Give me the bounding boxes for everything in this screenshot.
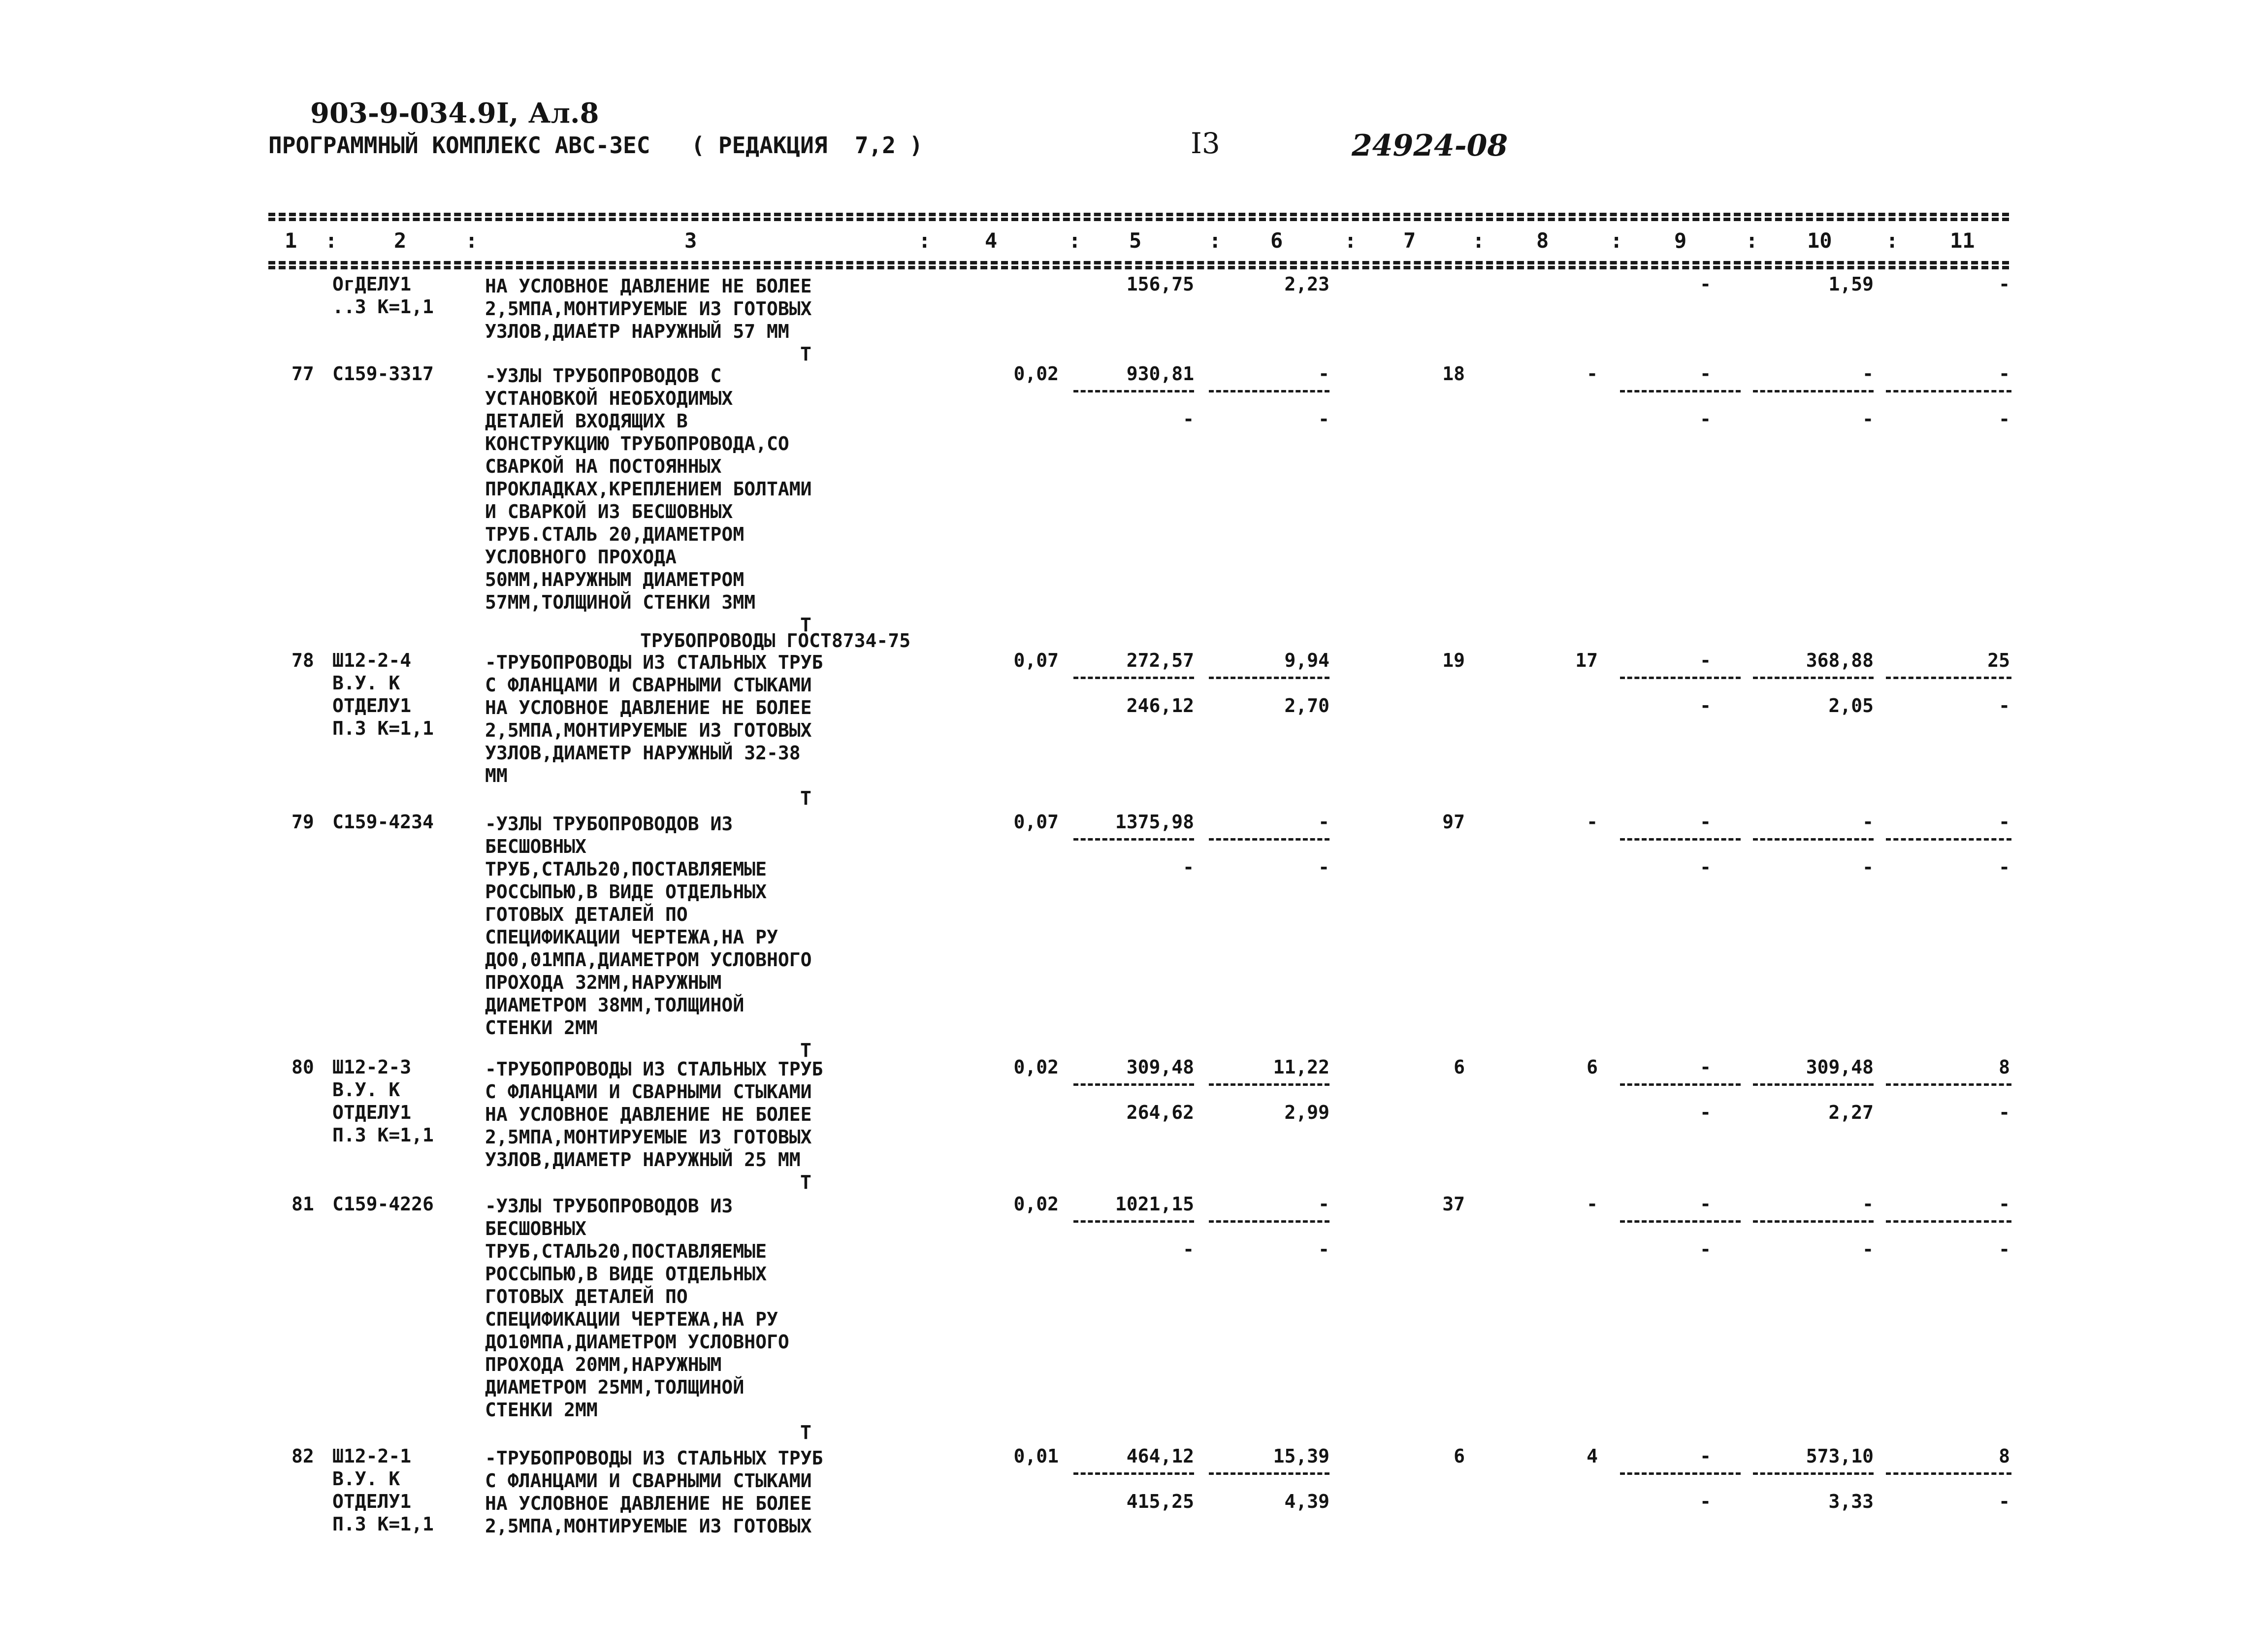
row-value-c8: - [1587,811,1598,833]
handwritten-inventory-number: 24924-08 [1352,129,1508,163]
row-value-c6: - [1318,1193,1329,1215]
row-value-c9: - [1700,1193,1711,1215]
row-description-line: ДЕТАЛЕЙ ВХОДЯЩИХ В [485,410,688,432]
row-value-c9: - [1700,1445,1711,1467]
column-separator: : [1344,228,1357,253]
row-value-c11-second: - [1999,1238,2010,1260]
row-value-c7: 19 [1442,650,1465,671]
value-divider-line [1753,390,1874,392]
row-description-line: 2,5МПА,МОНТИРУЕМЫЕ ИЗ ГОТОВЫХ [485,1515,812,1537]
row-description-line: НА УСЛОВНОЕ ДАВЛЕНИЕ НЕ БОЛЕЕ [485,1493,812,1514]
program-title: ПРОГРАММНЫЙ КОМПЛЕКС АВС-ЗЕС ( РЕДАКЦИЯ 7,2 ) [268,132,923,159]
row-value-c8: 6 [1587,1056,1598,1078]
row-number: 78 [292,650,314,671]
row-value-c6-second: - [1318,856,1329,878]
row-description-line: 2,5МПА,МОНТИРУЕМЫЕ ИЗ ГОТОВЫХ [485,719,812,741]
header-top-rule [268,213,2009,216]
row-value-c4: 0,02 [1013,363,1059,385]
row-value-c7: 18 [1442,363,1465,385]
row-value-c6-second: - [1318,1238,1329,1260]
column-separator: : [1472,228,1485,253]
row-description-line: ДИАМЕТРОМ 25ММ,ТОЛЩИНОЙ [485,1376,745,1398]
row-code-line: В.У. К [332,1079,400,1101]
row-value-c8: 17 [1575,650,1598,671]
row-description-line: УСТАНОВКОЙ НЕОБХОДИМЫХ [485,388,733,409]
value-divider-line [1620,390,1741,392]
row-value-c9: - [1700,811,1711,833]
row-code-line: ОТДЕЛУ1 [332,1491,412,1512]
column-header-10: 10 [1807,228,1832,253]
row-code-line: П.3 К=1,1 [332,1124,434,1146]
row-description-line: 57ММ,ТОЛЩИНОЙ СТЕНКИ 3ММ [485,591,756,613]
row-value-c9-second: - [1700,1238,1711,1260]
column-separator: : [465,228,478,253]
row-value-c10: - [1862,1193,1874,1215]
row-description-line: УСЛОВНОГО ПРОХОДА [485,546,677,568]
row-value-c10-second: 3,33 [1828,1491,1874,1512]
column-separator: : [1746,228,1758,253]
column-header-1: 1 [285,228,297,253]
header-top-rule-2 [268,218,2009,221]
column-header-4: 4 [985,228,998,253]
value-divider-line [1073,1083,1194,1086]
row-value-c5: 464,12 [1126,1445,1194,1467]
value-divider-line [1753,838,1874,841]
row-description-line: ПРОХОДА 32ММ,НАРУЖНЫМ [485,972,722,993]
row-number: 81 [292,1193,314,1215]
header-bottom-rule-2 [268,266,2009,269]
column-separator: : [1886,228,1899,253]
header-bottom-rule [268,261,2009,264]
value-divider-line [1886,677,2011,679]
row-value-c6: 11,22 [1273,1056,1329,1078]
row-value-c11-second: - [1999,1491,2010,1512]
value-divider-line [1073,838,1194,841]
row-value-c6: 15,39 [1273,1445,1329,1467]
continuation-col10-value: 1,59 [1828,273,1874,295]
row-value-c10-second: 2,27 [1828,1102,1874,1123]
value-divider-line [1886,1083,2011,1086]
row-description-line: -УЗЛЫ ТРУБОПРОВОДОВ ИЗ [485,813,733,835]
row-description-line: НА УСЛОВНОЕ ДАВЛЕНИЕ НЕ БОЛЕЕ [485,1104,812,1125]
row-value-c7: 6 [1454,1056,1465,1078]
row-value-c9: - [1700,650,1711,671]
row-description-line: ТРУБ,СТАЛЬ20,ПОСТАВЛЯЕМЫЕ [485,1240,767,1262]
row-value-c7: 37 [1442,1193,1465,1215]
value-divider-line [1753,677,1874,679]
row-value-c9: - [1700,363,1711,385]
row-description-line: ДО0,01МПА,ДИАМЕТРОМ УСЛОВНОГО [485,949,812,971]
unit-marker: Т [800,1422,811,1443]
row-description-line: КОНСТРУКЦИЮ ТРУБОПРОВОДА,СО [485,433,789,455]
row-value-c10: - [1862,363,1874,385]
row-value-c8: - [1587,363,1598,385]
row-value-c11-second: - [1999,1102,2010,1123]
row-value-c10: 309,48 [1806,1056,1874,1078]
value-divider-line [1753,1083,1874,1086]
row-value-c5-second: 264,62 [1126,1102,1194,1123]
row-description-line: СПЕЦИФИКАЦИИ ЧЕРТЕЖА,НА РУ [485,1308,778,1330]
value-divider-line [1209,1472,1329,1475]
row-value-c5: 930,81 [1126,363,1194,385]
row-description-line: ТРУБ.СТАЛЬ 20,ДИАМЕТРОМ [485,523,745,545]
row-description-line: ПРОКЛАДКАХ,КРЕПЛЕНИЕМ БОЛТАМИ [485,478,812,500]
row-description-line: -ТРУБОПРОВОДЫ ИЗ СТАЛЬНЫХ ТРУБ [485,1447,823,1469]
row-description-line: СТЕНКИ 2ММ [485,1399,598,1421]
value-divider-line [1886,1220,2011,1223]
row-number: 82 [292,1445,314,1467]
column-header-6: 6 [1270,228,1283,253]
column-separator: : [325,228,338,253]
row-value-c5-second: - [1183,856,1194,878]
row-description-line: ММ [485,765,508,786]
row-value-c5-second: - [1183,1238,1194,1260]
row-description-line: И СВАРКОЙ ИЗ БЕСШОВНЫХ [485,501,733,522]
row-description-line: РОССЫПЬЮ,В ВИДЕ ОТДЕЛЬНЫХ [485,1263,767,1285]
row-description-line: СТЕНКИ 2ММ [485,1017,598,1039]
row-description-line: ПРОХОДА 20ММ,НАРУЖНЫМ [485,1354,722,1375]
value-divider-line [1753,1220,1874,1223]
row-number: 80 [292,1056,314,1078]
row-number: 79 [292,811,314,833]
row-description-line: -УЗЛЫ ТРУБОПРОВОДОВ ИЗ [485,1195,733,1217]
row-code-line: С159-4226 [332,1193,434,1215]
value-divider-line [1209,1220,1329,1223]
row-value-c4: 0,01 [1013,1445,1059,1467]
row-description-line: СВАРКОЙ НА ПОСТОЯННЫХ [485,456,722,477]
continuation-col6-value: 2,23 [1284,273,1329,295]
unit-marker: Т [800,1040,811,1061]
row-description-line: -ТРУБОПРОВОДЫ ИЗ СТАЛЬНЫХ ТРУБ [485,1058,823,1080]
row-value-c11: 8 [1999,1056,2010,1078]
row-value-c10: 573,10 [1806,1445,1874,1467]
row-value-c11: - [1999,1193,2010,1215]
value-divider-line [1753,1472,1874,1475]
row-description-line: С ФЛАНЦАМИ И СВАРНЫМИ СТЫКАМИ [485,1470,812,1492]
row-description-line: СПЕЦИФИКАЦИИ ЧЕРТЕЖА,НА РУ [485,926,778,948]
row-value-c6: 9,94 [1284,650,1329,671]
row-value-c5: 272,57 [1126,650,1194,671]
unit-marker: Т [800,343,811,365]
row-value-c11-second: - [1999,856,2010,878]
row-value-c8: 4 [1587,1445,1598,1467]
column-header-8: 8 [1536,228,1549,253]
row-description-line: ТРУБ,СТАЛЬ20,ПОСТАВЛЯЕМЫЕ [485,858,767,880]
value-divider-line [1073,677,1194,679]
continuation-col11-value: - [1999,273,2010,295]
row-value-c5-second: 415,25 [1126,1491,1194,1512]
column-separator: : [1209,228,1222,253]
row-value-c4: 0,07 [1013,650,1059,671]
row-description-line: С ФЛАНЦАМИ И СВАРНЫМИ СТЫКАМИ [485,1081,812,1103]
row-description-line: -УЗЛЫ ТРУБОПРОВОДОВ С [485,365,722,387]
row-value-c9-second: - [1700,856,1711,878]
row-value-c10-second: - [1862,1238,1874,1260]
row-value-c11: - [1999,811,2010,833]
row-value-c5: 1375,98 [1115,811,1194,833]
column-header-9: 9 [1674,228,1687,253]
row-code-line: В.У. К [332,672,400,694]
row-description-line: УЗЛОВ,ДИАМЕТР НАРУЖНЫЙ 25 ММ [485,1149,801,1171]
value-divider-line [1620,1220,1741,1223]
row-value-c6: - [1318,811,1329,833]
value-divider-line [1620,1472,1741,1475]
unit-marker: Т [800,1172,811,1193]
continuation-col5-value: 156,75 [1126,273,1194,295]
row-description-line: БЕСШОВНЫХ [485,1218,586,1239]
value-divider-line [1886,838,2011,841]
value-divider-line [1620,677,1741,679]
row-code-line: ОТДЕЛУ1 [332,695,412,716]
row-value-c9-second: - [1700,1491,1711,1512]
row-description-line: УЗЛОВ,ДИАМЕТР НАРУЖНЫЙ 32-38 [485,742,801,764]
row-code-line: Ш12-2-3 [332,1056,412,1078]
row-value-c6-second: 2,99 [1284,1102,1329,1123]
row-value-c4: 0,02 [1013,1056,1059,1078]
row-value-c11-second: - [1999,695,2010,716]
row-code-line: В.У. К [332,1468,400,1490]
continuation-code-line: ..3 К=1,1 [332,296,434,318]
page-number: I3 [1191,127,1220,160]
row-value-c7: 97 [1442,811,1465,833]
row-value-c10-second: 2,05 [1828,695,1874,716]
row-value-c6-second: 2,70 [1284,695,1329,716]
row-value-c7: 6 [1454,1445,1465,1467]
row-code-line: П.3 К=1,1 [332,717,434,739]
continuation-code-line: ОгДЕЛУ1 [332,273,412,295]
row-value-c10-second: - [1862,408,1874,430]
row-value-c11: 8 [1999,1445,2010,1467]
continuation-description-line: НА УСЛОВНОЕ ДАВЛЕНИЕ НЕ БОЛЕЕ [485,275,812,297]
row-value-c5-second: 246,12 [1126,695,1194,716]
row-description-line: ДИАМЕТРОМ 38ММ,ТОЛЩИНОЙ [485,994,745,1016]
column-header-5: 5 [1129,228,1142,253]
column-separator: : [918,228,931,253]
value-divider-line [1209,838,1329,841]
row-value-c6-second: - [1318,408,1329,430]
row-code-line: П.3 К=1,1 [332,1513,434,1535]
row-description-line: НА УСЛОВНОЕ ДАВЛЕНИЕ НЕ БОЛЕЕ [485,697,812,718]
column-separator: : [1069,228,1081,253]
row-code-line: С159-4234 [332,811,434,833]
row-description-line: ГОТОВЫХ ДЕТАЛЕЙ ПО [485,1286,688,1307]
row-value-c9: - [1700,1056,1711,1078]
row-description-line: РОССЫПЬЮ,В ВИДЕ ОТДЕЛЬНЫХ [485,881,767,903]
row-description-line: С ФЛАНЦАМИ И СВАРНЫМИ СТЫКАМИ [485,674,812,696]
unit-marker: Т [800,614,811,636]
row-code-line: Ш12-2-4 [332,650,412,671]
row-number: 77 [292,363,314,385]
value-divider-line [1620,1083,1741,1086]
column-header-2: 2 [394,228,407,253]
continuation-description-line: УЗЛОВ,ДИА́ЕТР НАРУЖНЫЙ 57 ММ [485,321,789,342]
row-value-c5: 1021,15 [1115,1193,1194,1215]
row-value-c11: 25 [1987,650,2010,671]
value-divider-line [1620,838,1741,841]
row-value-c11: - [1999,363,2010,385]
row-value-c4: 0,02 [1013,1193,1059,1215]
continuation-col9-value: - [1700,273,1711,295]
row-description-line: ДО10МПА,ДИАМЕТРОМ УСЛОВНОГО [485,1331,789,1353]
section-heading: ТРУБОПРОВОДЫ ГОСТ8734-75 [640,630,911,651]
continuation-description-line: 2,5МПА,МОНТИРУЕМЫЕ ИЗ ГОТОВЫХ [485,298,812,320]
value-divider-line [1886,1472,2011,1475]
column-header-11: 11 [1950,228,1975,253]
row-description-line: ГОТОВЫХ ДЕТАЛЕЙ ПО [485,904,688,925]
value-divider-line [1209,390,1329,392]
value-divider-line [1209,677,1329,679]
row-value-c10-second: - [1862,856,1874,878]
row-description-line: -ТРУБОПРОВОДЫ ИЗ СТАЛЬНЫХ ТРУБ [485,651,823,673]
document-code: 903-9-034.9I, Ал.8 [310,97,599,130]
value-divider-line [1209,1083,1329,1086]
row-value-c5: 309,48 [1126,1056,1194,1078]
row-description-line: 2,5МПА,МОНТИРУЕМЫЕ ИЗ ГОТОВЫХ [485,1126,812,1148]
row-value-c6: - [1318,363,1329,385]
row-code-line: С159-3317 [332,363,434,385]
column-header-7: 7 [1403,228,1416,253]
row-description-line: БЕСШОВНЫХ [485,836,586,857]
row-code-line: ОТДЕЛУ1 [332,1102,412,1123]
row-value-c9-second: - [1700,695,1711,716]
value-divider-line [1886,390,2011,392]
row-description-line: 50ММ,НАРУЖНЫМ ДИАМЕТРОМ [485,569,745,590]
row-value-c10: 368,88 [1806,650,1874,671]
row-value-c9-second: - [1700,408,1711,430]
column-header-3: 3 [684,228,697,253]
unit-marker: Т [800,787,811,809]
value-divider-line [1073,1220,1194,1223]
row-value-c8: - [1587,1193,1598,1215]
row-value-c9-second: - [1700,1102,1711,1123]
value-divider-line [1073,1472,1194,1475]
row-value-c5-second: - [1183,408,1194,430]
row-value-c4: 0,07 [1013,811,1059,833]
value-divider-line [1073,390,1194,392]
row-value-c6-second: 4,39 [1284,1491,1329,1512]
row-value-c11-second: - [1999,408,2010,430]
row-value-c10: - [1862,811,1874,833]
row-code-line: Ш12-2-1 [332,1445,412,1467]
column-separator: : [1610,228,1623,253]
